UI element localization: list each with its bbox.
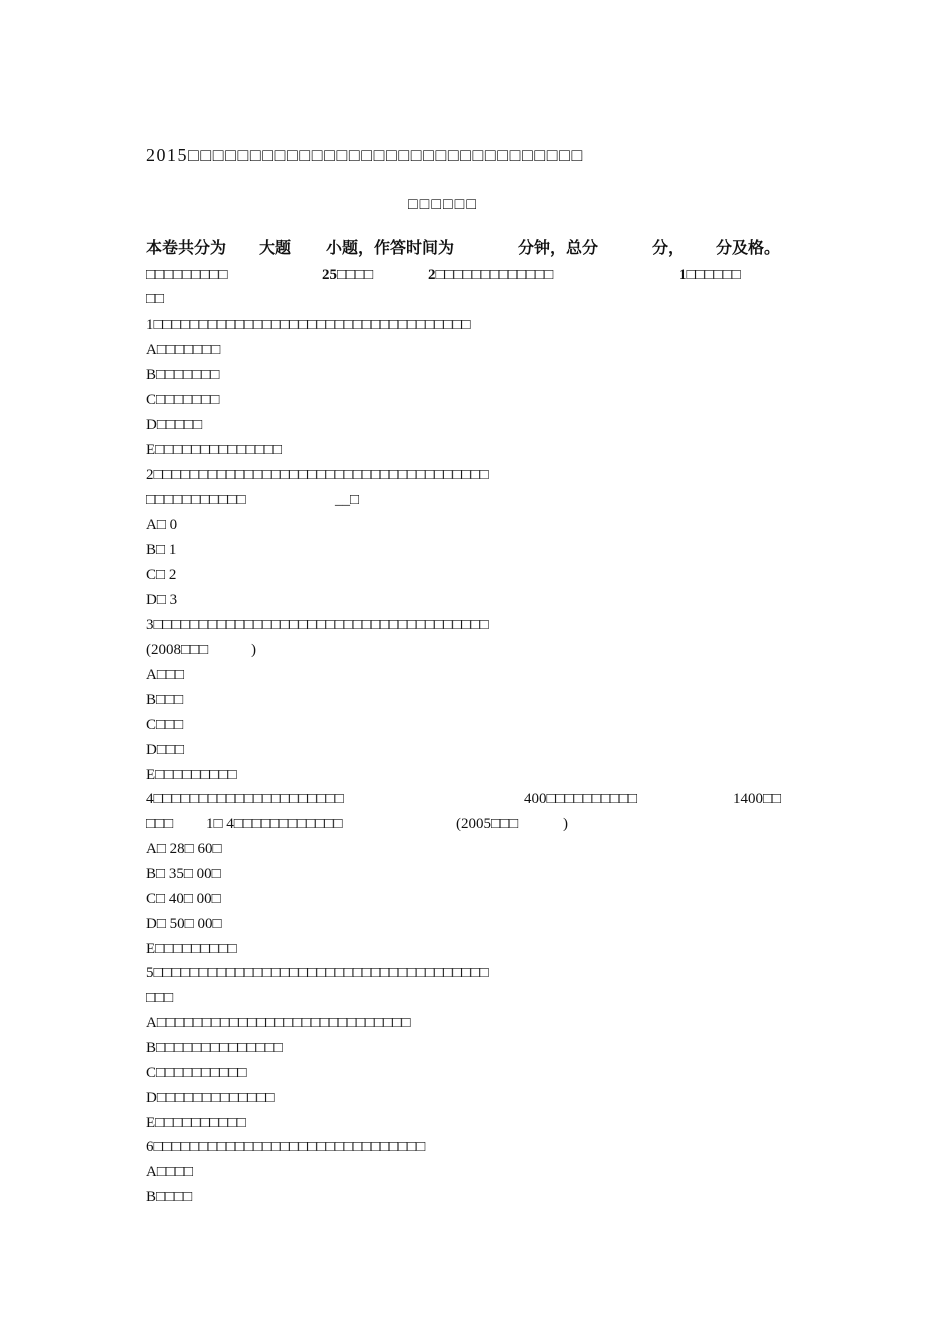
question-stem: □□□□□□□□□□□ (146, 492, 246, 508)
option-c: C□ 40□ 00□ (146, 891, 221, 907)
intro-part: 小题，作答时间为 (326, 238, 455, 257)
option-e: E□□□□□□□□□ (146, 941, 237, 957)
document-subtitle: □□□□□□ (408, 196, 478, 213)
option-a: A□□□ (146, 667, 185, 683)
option-d: D□□□□□□□□□□□□□ (146, 1090, 275, 1106)
question-stem: 3□□□□□□□□□□□□□□□□□□□□□□□□□□□□□□□□□□□□□ (146, 617, 489, 633)
option-d: D□ 3 (146, 592, 178, 608)
question-stem: 5□□□□□□□□□□□□□□□□□□□□□□□□□□□□□□□□□□□□□ (146, 965, 489, 981)
option-e: E□□□□□□□□□ (146, 767, 237, 783)
question-stem: 2□□□□□□□□□□□□□□□□□□□□□□□□□□□□□□□□□□□□□ (146, 467, 489, 483)
document-title: 2015□□□□□□□□□□□□□□□□□□□□□□□□□□□□□□□□ (146, 145, 584, 165)
section-header-part: □□ (146, 291, 165, 307)
option-b: B□□□□□□□□□□□□□□ (146, 1040, 283, 1056)
option-a: A□ 0 (146, 517, 178, 533)
option-d: D□ 50□ 00□ (146, 916, 222, 932)
section-header-part: 2□□□□□□□□□□□□□ (428, 267, 554, 283)
intro-part: 本卷共分为 (146, 238, 227, 257)
option-b: B□ 1 (146, 542, 177, 558)
intro-part: 分， (652, 238, 685, 257)
option-a: A□□□□□□□ (146, 342, 221, 358)
option-a: A□□□□ (146, 1164, 194, 1180)
option-b: B□□□ (146, 692, 184, 708)
option-a: A□ 28□ 60□ (146, 841, 222, 857)
question-stem: 1□□□□□□□□□□□□□□□□□□□□□□□□□□□□□□□□□□□ (146, 317, 471, 333)
section-header-part: □□□□□□□□□ (146, 267, 228, 283)
option-c: C□□□ (146, 717, 184, 733)
question-stem: 4□□□□□□□□□□□□□□□□□□□□□ (146, 791, 344, 807)
question-source: (2005□□□ (456, 816, 519, 832)
answer-blank: __□ (335, 492, 360, 508)
question-stem: □□□ (146, 816, 174, 832)
option-b: B□ 35□ 00□ (146, 866, 221, 882)
intro-part: 分及格。 (716, 238, 781, 257)
section-header-part: 1□□□□□□ (679, 267, 741, 283)
section-header-part: 25□□□□ (322, 267, 374, 283)
option-c: C□ 2 (146, 567, 177, 583)
question-stem: 400□□□□□□□□□□ (524, 791, 638, 807)
question-stem: 6□□□□□□□□□□□□□□□□□□□□□□□□□□□□□□ (146, 1139, 426, 1155)
option-e: E□□□□□□□□□□□□□□ (146, 442, 283, 458)
question-stem: 1400□□ (733, 791, 782, 807)
option-d: D□□□□□ (146, 417, 203, 433)
intro-part: 大题 (259, 238, 292, 257)
intro-part: 分钟，总分 (518, 238, 599, 257)
option-a: A□□□□□□□□□□□□□□□□□□□□□□□□□□□□ (146, 1015, 411, 1031)
option-c: C□□□□□□□ (146, 392, 220, 408)
option-c: C□□□□□□□□□□ (146, 1065, 247, 1081)
option-b: B□□□□□□□ (146, 367, 220, 383)
question-source: (2008□□□ (146, 642, 209, 658)
question-source-close: ) (251, 642, 256, 658)
question-stem: □□□ (146, 990, 174, 1006)
question-stem: 1□ 4□□□□□□□□□□□□ (206, 816, 343, 832)
question-source-close: ) (563, 816, 568, 832)
option-b: B□□□□ (146, 1189, 193, 1205)
option-e: E□□□□□□□□□□ (146, 1115, 246, 1131)
option-d: D□□□ (146, 742, 185, 758)
